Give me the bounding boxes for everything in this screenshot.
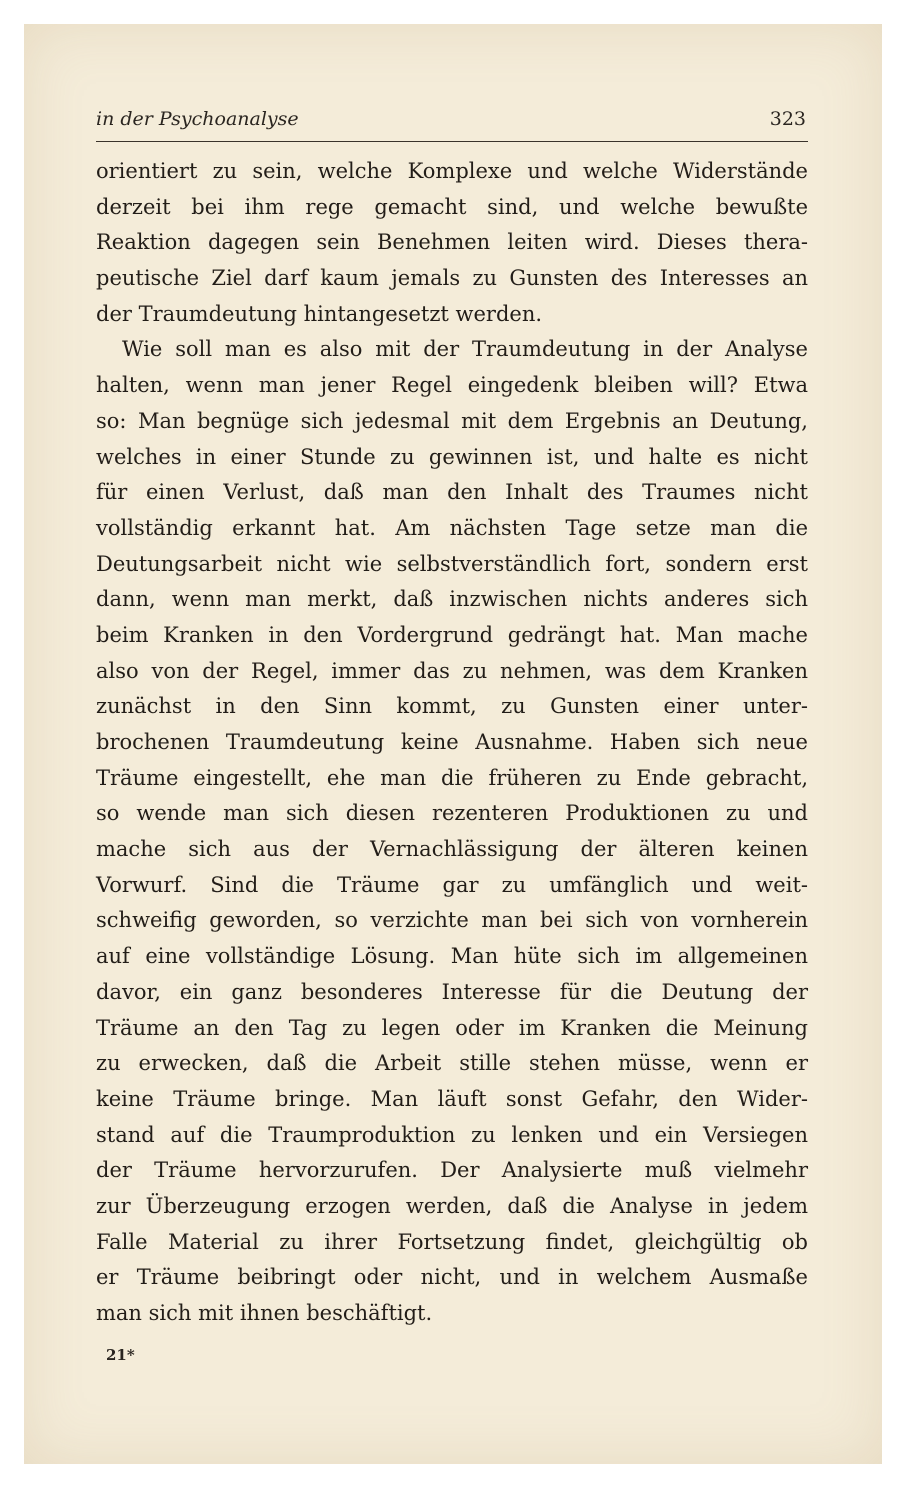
text-line: dann, wenn man merkt, daß inzwischen nichts anderes sich: [96, 587, 808, 612]
text-line: für einen Verlust, daß man den Inhalt des Traumes nicht: [96, 480, 808, 505]
text-line: mache sich aus der Vernachlässigung der älteren keinen: [96, 837, 808, 862]
text-line: keine Träume bringe. Man läuft sonst Gefahr, den Wider-: [96, 1086, 808, 1111]
text-line: zunächst in den Sinn kommt, zu Gunsten einer unter-: [96, 694, 808, 719]
running-title: in der Psychoanalyse: [96, 108, 299, 130]
body-text: [96, 154, 808, 1332]
text-line: auf eine vollständige Lösung. Man hüte sich im allgemeinen: [96, 944, 808, 969]
text-line: orientiert zu sein, welche Komplexe und welche Widerstände: [96, 159, 808, 183]
text-line: vollständig erkannt hat. Am nächsten Tage setze man die: [96, 515, 808, 540]
text-line: Träume eingestellt, ehe man die früheren zu Ende gebracht,: [96, 765, 808, 790]
signature-mark: 21*: [106, 1346, 135, 1364]
text-line: Wie soll man es also mit der Traumdeutung in der Analyse: [122, 337, 808, 362]
text-line: Vorwurf. Sind die Träume gar zu umfänglich und weit-: [96, 872, 808, 897]
text-line: davor, ein ganz besonderes Interesse für die Deutung der: [96, 979, 808, 1004]
text-line: der Traumdeutung hintangesetzt werden.: [96, 301, 543, 326]
text-line: brochenen Traumdeutung keine Ausnahme. Haben sich neue: [96, 730, 808, 754]
text-line: also von der Regel, immer das zu nehmen, was dem Kranken: [96, 658, 808, 683]
text-line: Träume an den Tag zu legen oder im Kranken die Meinung: [96, 1015, 808, 1040]
text-line: zur Überzeugung erzogen werden, daß die Analyse in jedem: [96, 1193, 808, 1218]
text-line: Falle Material zu ihrer Fortsetzung findet, gleichgültig ob: [96, 1229, 808, 1254]
text-line: schweifig geworden, so verzichte man bei sich von vornherein: [96, 908, 808, 933]
text-line: welches in einer Stunde zu gewinnen ist, und halte es nicht: [96, 444, 808, 469]
text-line: derzeit bei ihm rege gemacht sind, und welche bewußte: [96, 194, 808, 219]
text-line: so: Man begnüge sich jedesmal mit dem Ergebnis an Deutung,: [96, 408, 808, 433]
header-rule: [96, 141, 808, 142]
text-line: Reaktion dagegen sein Benehmen leiten wird. Dieses thera-: [96, 230, 808, 255]
page-number: 323: [769, 108, 806, 130]
running-head: [96, 104, 806, 134]
text-line: er Träume beibringt oder nicht, und in welchem Ausmaße: [96, 1265, 808, 1290]
text-line: Deutungsarbeit nicht wie selbstverständlich fort, sondern erst: [96, 551, 808, 576]
text-line: so wende man sich diesen rezenteren Produktionen zu und: [96, 801, 808, 826]
text-line: stand auf die Traumproduktion zu lenken und ein Versiegen: [96, 1122, 808, 1147]
text-line: zu erwecken, daß die Arbeit stille stehen müsse, wenn er: [96, 1051, 808, 1076]
text-line: peutische Ziel darf kaum jemals zu Gunsten des Interesses an: [96, 266, 808, 291]
text-line: halten, wenn man jener Regel eingedenk bleiben will? Etwa: [96, 373, 808, 398]
text-line: beim Kranken in den Vordergrund gedrängt hat. Man mache: [96, 622, 808, 647]
text-line: man sich mit ihnen beschäftigt.: [96, 1301, 433, 1325]
text-line: der Träume hervorzurufen. Der Analysierte muß vielmehr: [96, 1158, 808, 1183]
